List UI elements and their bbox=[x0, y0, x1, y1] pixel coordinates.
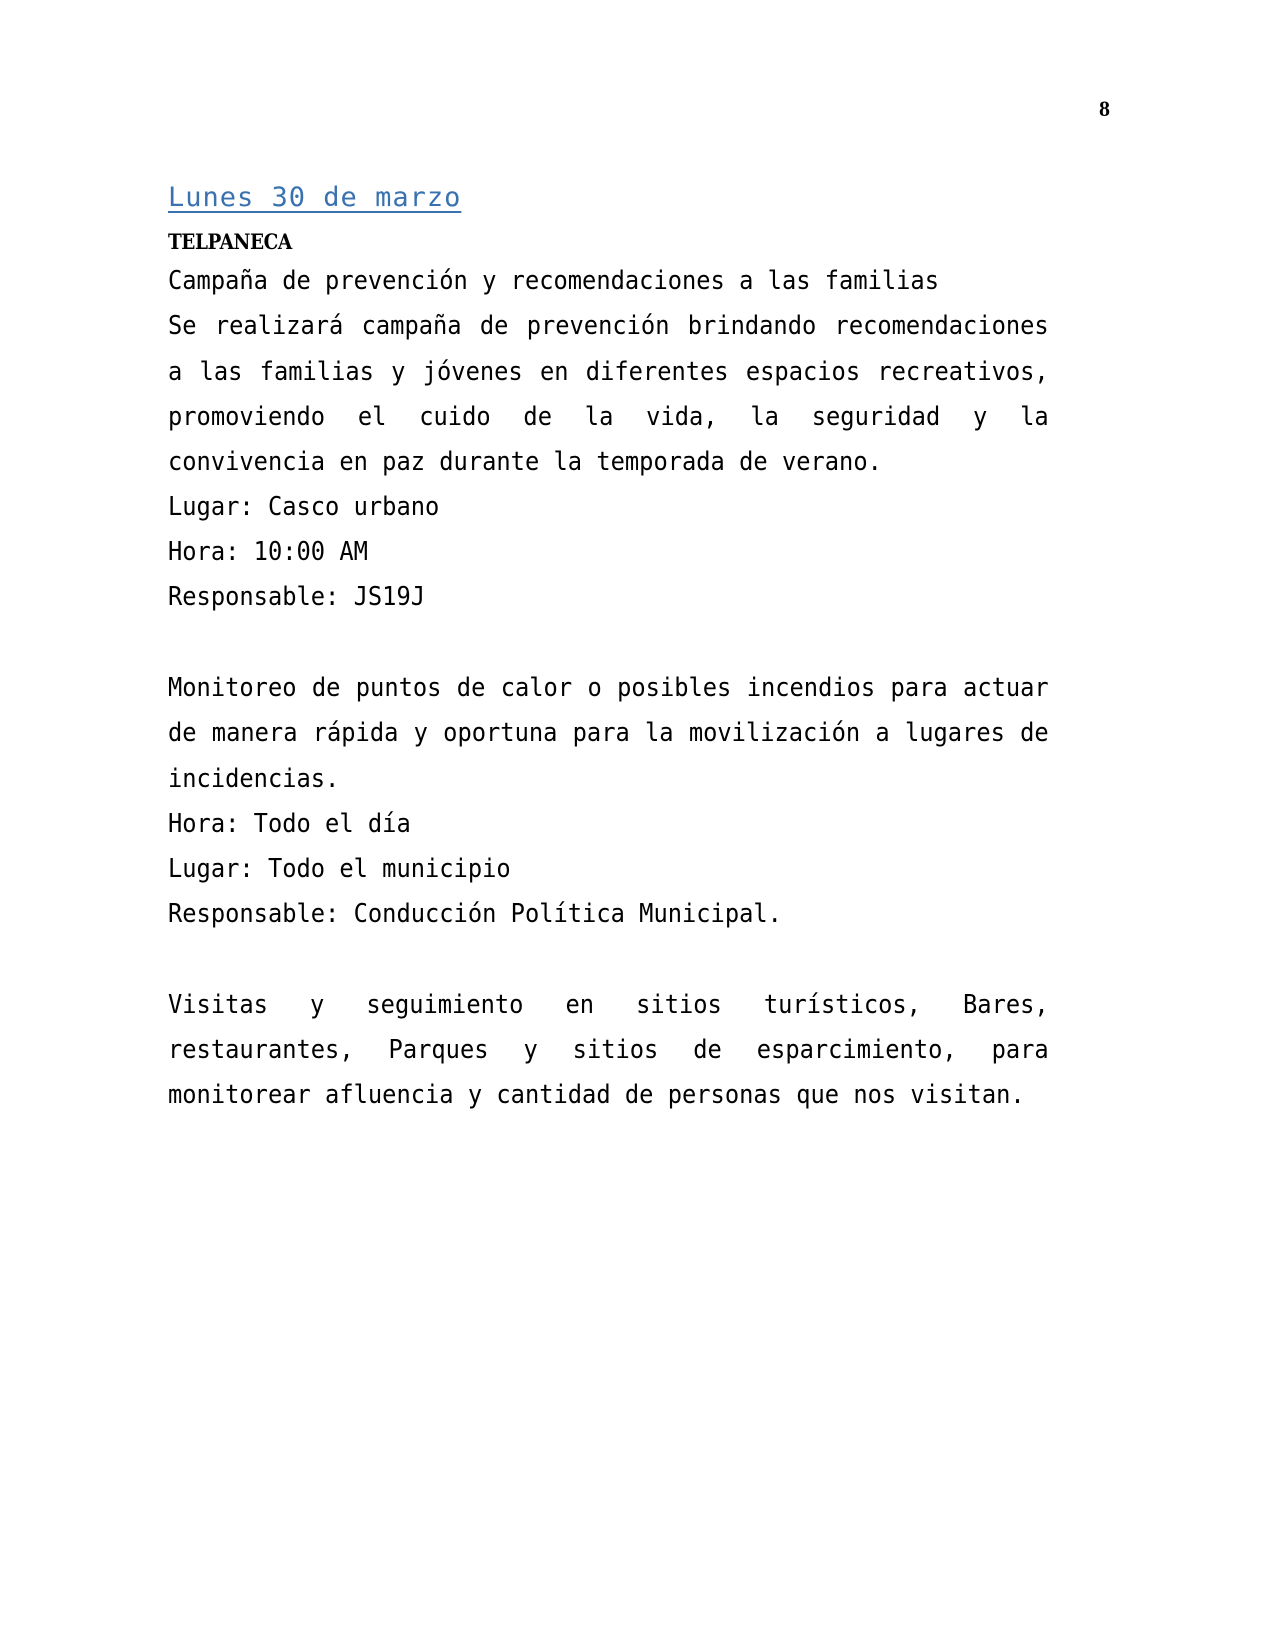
block-spacer-2 bbox=[168, 937, 1048, 983]
activity-description-2: Monitoreo de puntos de calor o posibles incendios para actuar de manera rápida y oportuna para la movilización a lugares de incidencias. bbox=[168, 673, 1049, 794]
activity-description-3: Visitas y seguimiento en sitios turísticos, Bares, restaurantes, Parques y sitios de esparcimiento, para monitorear afluencia y cantidad de personas que nos visitan. bbox=[168, 990, 1049, 1111]
activity-detail-lugar-1: Lugar: Casco urbano bbox=[168, 491, 440, 522]
activity-detail-hora-1: Hora: 10:00 AM bbox=[168, 537, 368, 568]
activity-block-1 bbox=[168, 259, 1048, 620]
heading-row bbox=[168, 180, 1048, 223]
page-number: 8 bbox=[1099, 96, 1110, 121]
block-spacer-1 bbox=[168, 620, 1048, 666]
activity-block-3 bbox=[168, 983, 1048, 1118]
activity-detail-hora-2: Hora: Todo el día bbox=[168, 808, 411, 839]
activity-block-2 bbox=[168, 666, 1048, 937]
municipality-heading: TELPANECA bbox=[168, 229, 292, 255]
activity-title-1: Campaña de prevención y recomendaciones a las familias bbox=[168, 266, 939, 297]
activity-detail-responsable-1: Responsable: JS19J bbox=[168, 582, 425, 613]
activity-description-1: Se realizará campaña de prevención brindando recomendaciones a las familias y jóvenes en diferentes espacios recreativos, promoviendo el cuido de la vida, la seguridad y la convivencia en paz durante la temporada de verano. bbox=[168, 311, 1049, 477]
document-body bbox=[168, 180, 1048, 1118]
date-heading: Lunes 30 de marzo bbox=[168, 182, 462, 213]
activity-detail-lugar-2: Lugar: Todo el municipio bbox=[168, 853, 511, 884]
activity-detail-responsable-2: Responsable: Conducción Política Municipal. bbox=[168, 898, 782, 929]
